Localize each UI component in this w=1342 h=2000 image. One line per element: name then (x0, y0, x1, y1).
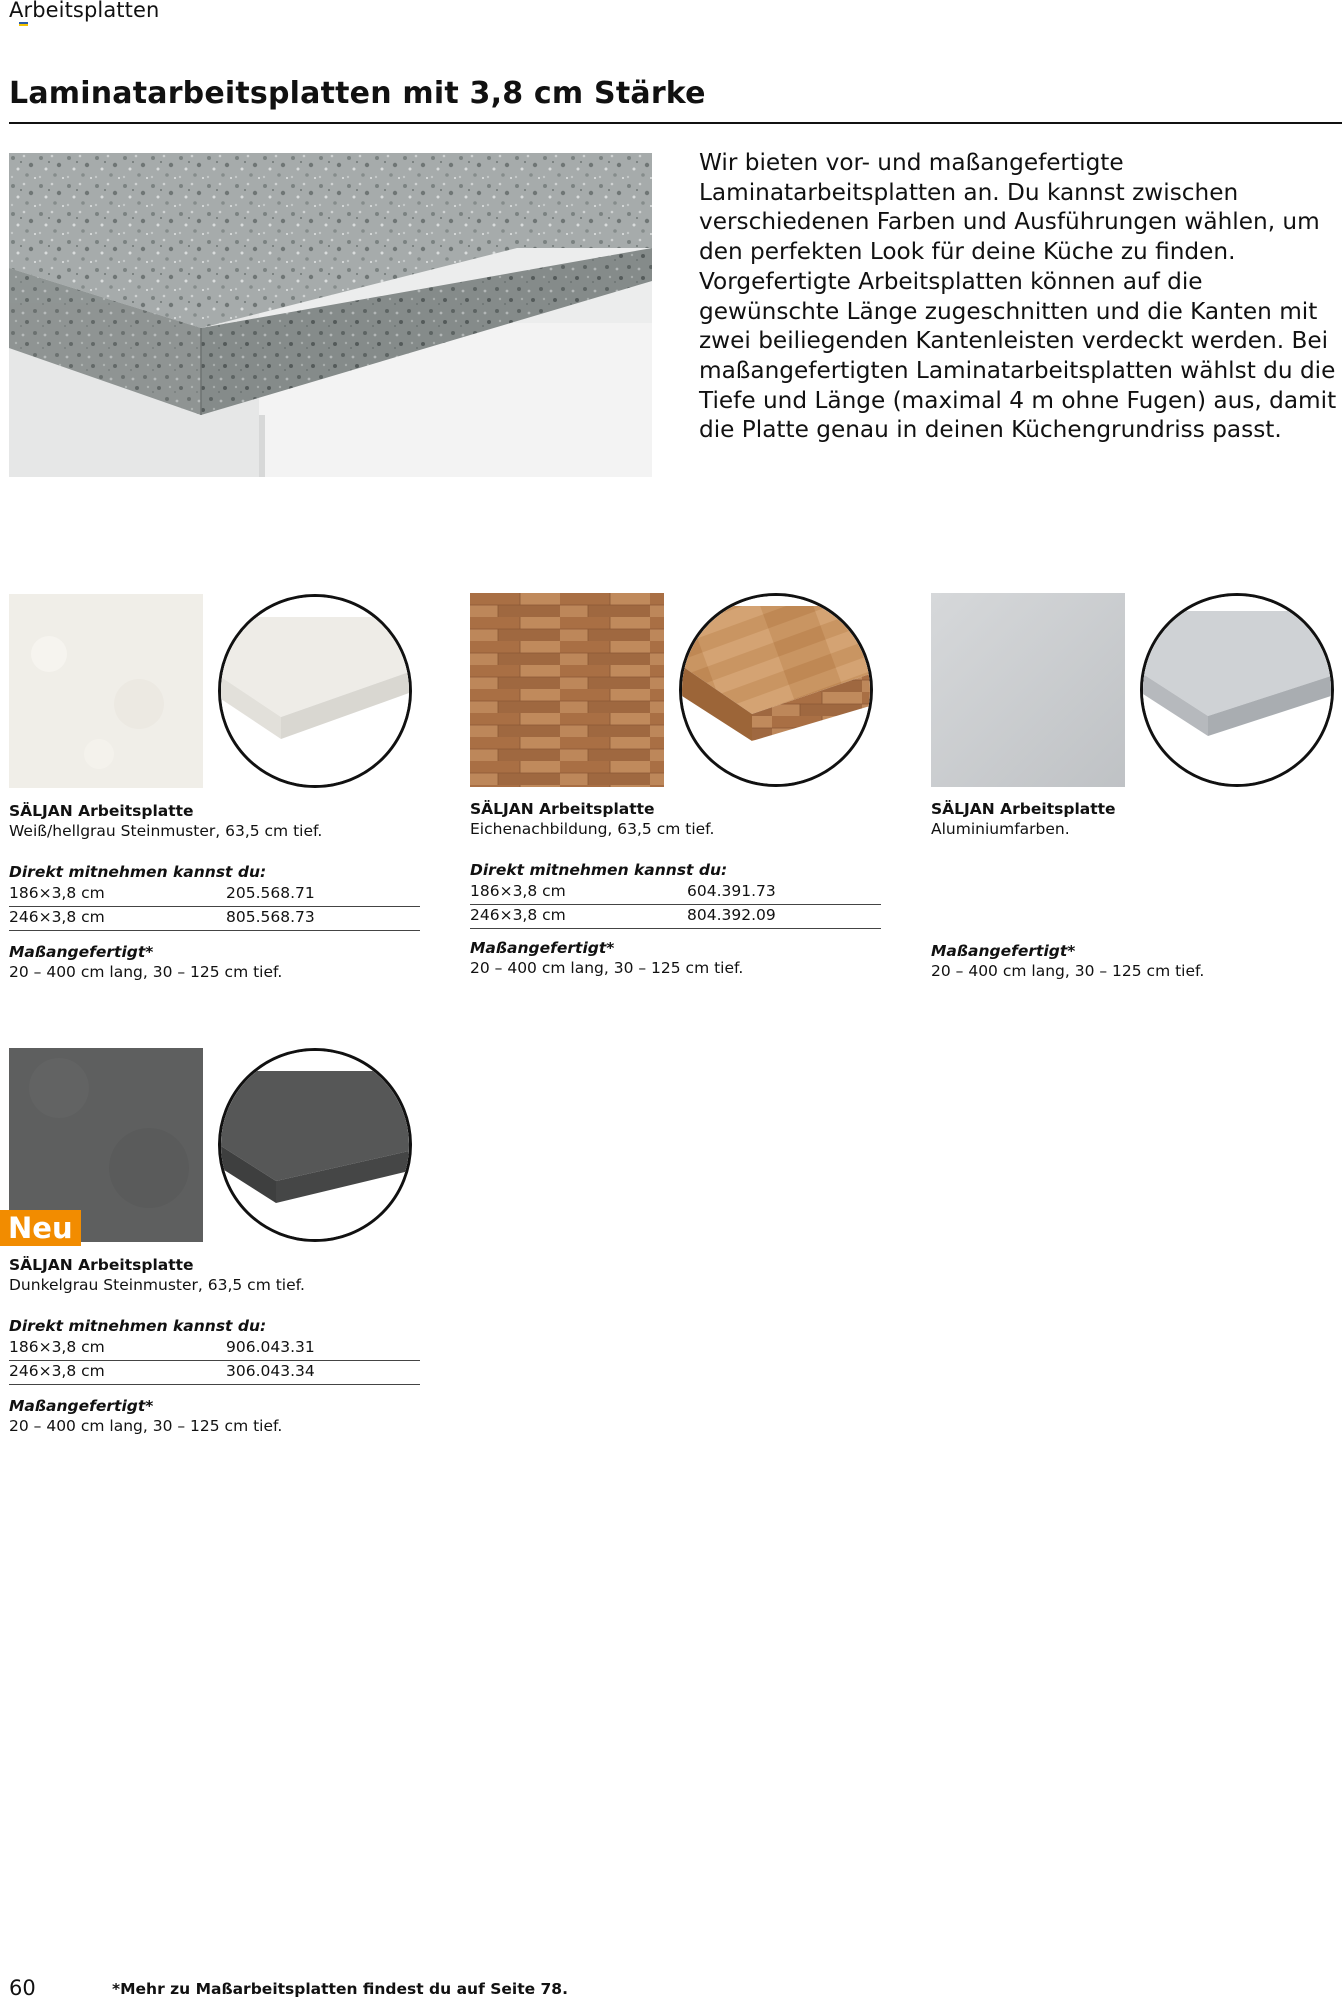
product-name: SÄLJAN Arbeitsplatte (9, 1256, 194, 1274)
custom-dimensions: 20 – 400 cm lang, 30 – 125 cm tief. (470, 959, 744, 977)
table-row: 186×3,8 cm 205.568.71 (9, 883, 420, 907)
product-swatch-aluminium (931, 593, 1125, 787)
product-edge-dark-stone (218, 1048, 412, 1242)
section-label: Arbeitsplatten (9, 0, 160, 22)
custom-heading: Maßangefertigt* (931, 942, 1076, 960)
table-row: 246×3,8 cm 306.043.34 (9, 1361, 420, 1385)
stock-heading: Direkt mitnehmen kannst du: (9, 863, 267, 881)
custom-dimensions: 20 – 400 cm lang, 30 – 125 cm tief. (9, 1417, 283, 1435)
table-row: 246×3,8 cm 804.392.09 (470, 905, 881, 929)
title-divider (9, 122, 1342, 124)
product-swatch-white-stone (9, 594, 203, 788)
product-description: Eichenachbildung, 63,5 cm tief. (470, 820, 715, 838)
product-edge-oak (679, 593, 873, 787)
page-title: Laminatarbeitsplatten mit 3,8 cm Stärke (9, 76, 706, 111)
custom-heading: Maßangefertigt* (9, 1397, 154, 1415)
intro-text (699, 148, 1339, 445)
stock-table (470, 881, 881, 929)
stock-heading: Direkt mitnehmen kannst du: (470, 861, 728, 879)
footnote: *Mehr zu Maßarbeitsplatten findest du auf Seite 78. (112, 1980, 568, 1998)
product-description: Dunkelgrau Steinmuster, 63,5 cm tief. (9, 1276, 305, 1294)
flag-icon (19, 22, 28, 27)
page-number: 60 (9, 1976, 36, 2000)
product-description: Weiß/hellgrau Steinmuster, 63,5 cm tief. (9, 822, 323, 840)
table-row: 186×3,8 cm 906.043.31 (9, 1337, 420, 1361)
custom-dimensions: 20 – 400 cm lang, 30 – 125 cm tief. (931, 962, 1205, 980)
custom-heading: Maßangefertigt* (470, 939, 615, 957)
stock-table (9, 883, 420, 931)
custom-heading: Maßangefertigt* (9, 943, 154, 961)
product-edge-aluminium (1140, 593, 1334, 787)
stock-table (9, 1337, 420, 1385)
custom-dimensions: 20 – 400 cm lang, 30 – 125 cm tief. (9, 963, 283, 981)
product-swatch-oak (470, 593, 664, 787)
hero-countertop-image (9, 153, 652, 477)
product-name: SÄLJAN Arbeitsplatte (9, 802, 194, 820)
new-badge: Neu (0, 1210, 81, 1246)
product-edge-white-stone (218, 594, 412, 788)
intro-paragraph-1: Wir bieten vor- und maßangefertigte Laminatarbeitsplatten an. Du kannst zwischen verschiedenen Farben und Ausführungen wählen, um den perfekten Look für deine Küche zu finden. (699, 149, 1320, 266)
intro-paragraph-2: Vorgefertigte Arbeitsplatten können auf die gewünschte Länge zugeschnitten und die Kanten mit zwei beiliegenden Kantenleisten verdeckt werden. Bei maßangefertigten Laminatarbeitsplatten wählst du die Tiefe und Länge (maximal 4 m ohne Fugen) aus, damit die Platte genau in deinen Küchengrundriss passt. (699, 267, 1337, 444)
table-row: 186×3,8 cm 604.391.73 (470, 881, 881, 905)
table-row: 246×3,8 cm 805.568.73 (9, 907, 420, 931)
product-name: SÄLJAN Arbeitsplatte (470, 800, 655, 818)
product-name: SÄLJAN Arbeitsplatte (931, 800, 1116, 818)
product-description: Aluminiumfarben. (931, 820, 1070, 838)
stock-heading: Direkt mitnehmen kannst du: (9, 1317, 267, 1335)
